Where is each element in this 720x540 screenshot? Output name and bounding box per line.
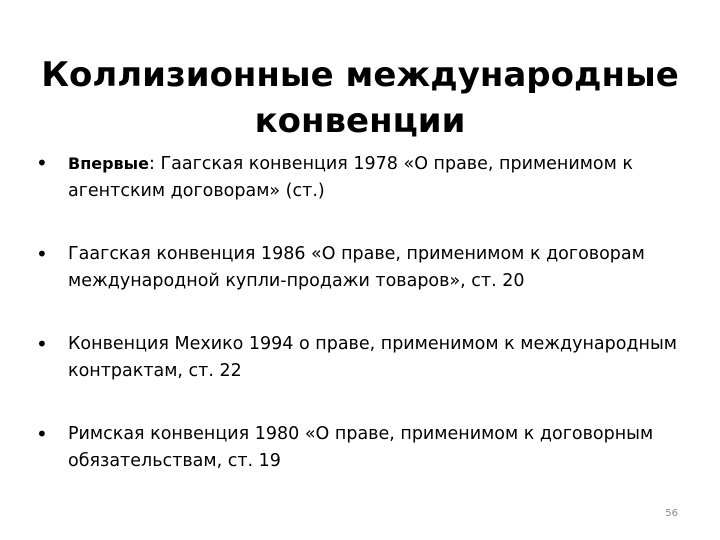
bullet-text: Римская конвенция 1980 «О праве, применимом к договорным обязательствам, ст. 19: [68, 424, 654, 471]
bullet-dot-icon: •: [36, 332, 48, 356]
bullet-item: [36, 421, 686, 475]
bullet-text: Гаагская конвенция 1986 «О праве, применимом к договорам международной купли-продажи товаров», ст. 20: [68, 244, 645, 291]
bullet-dot-icon: •: [36, 422, 48, 446]
bullet-item: [36, 331, 686, 385]
bullet-item: [36, 150, 686, 205]
bullet-dot-icon: •: [36, 151, 48, 175]
bullet-list: [36, 150, 686, 475]
bullet-text: Конвенция Мехико 1994 о праве, применимом к международным контрактам, ст. 22: [68, 334, 677, 381]
bullet-item: [36, 241, 686, 295]
page-number: 56: [665, 508, 678, 519]
bullet-lead: Впервые: [68, 154, 149, 173]
bullet-dot-icon: •: [36, 242, 48, 266]
slide-title: Коллизионные международные конвенции: [41, 55, 679, 141]
bullet-text: : Гаагская конвенция 1978 «О праве, применимом к агентским договорам» (ст.): [68, 154, 633, 201]
